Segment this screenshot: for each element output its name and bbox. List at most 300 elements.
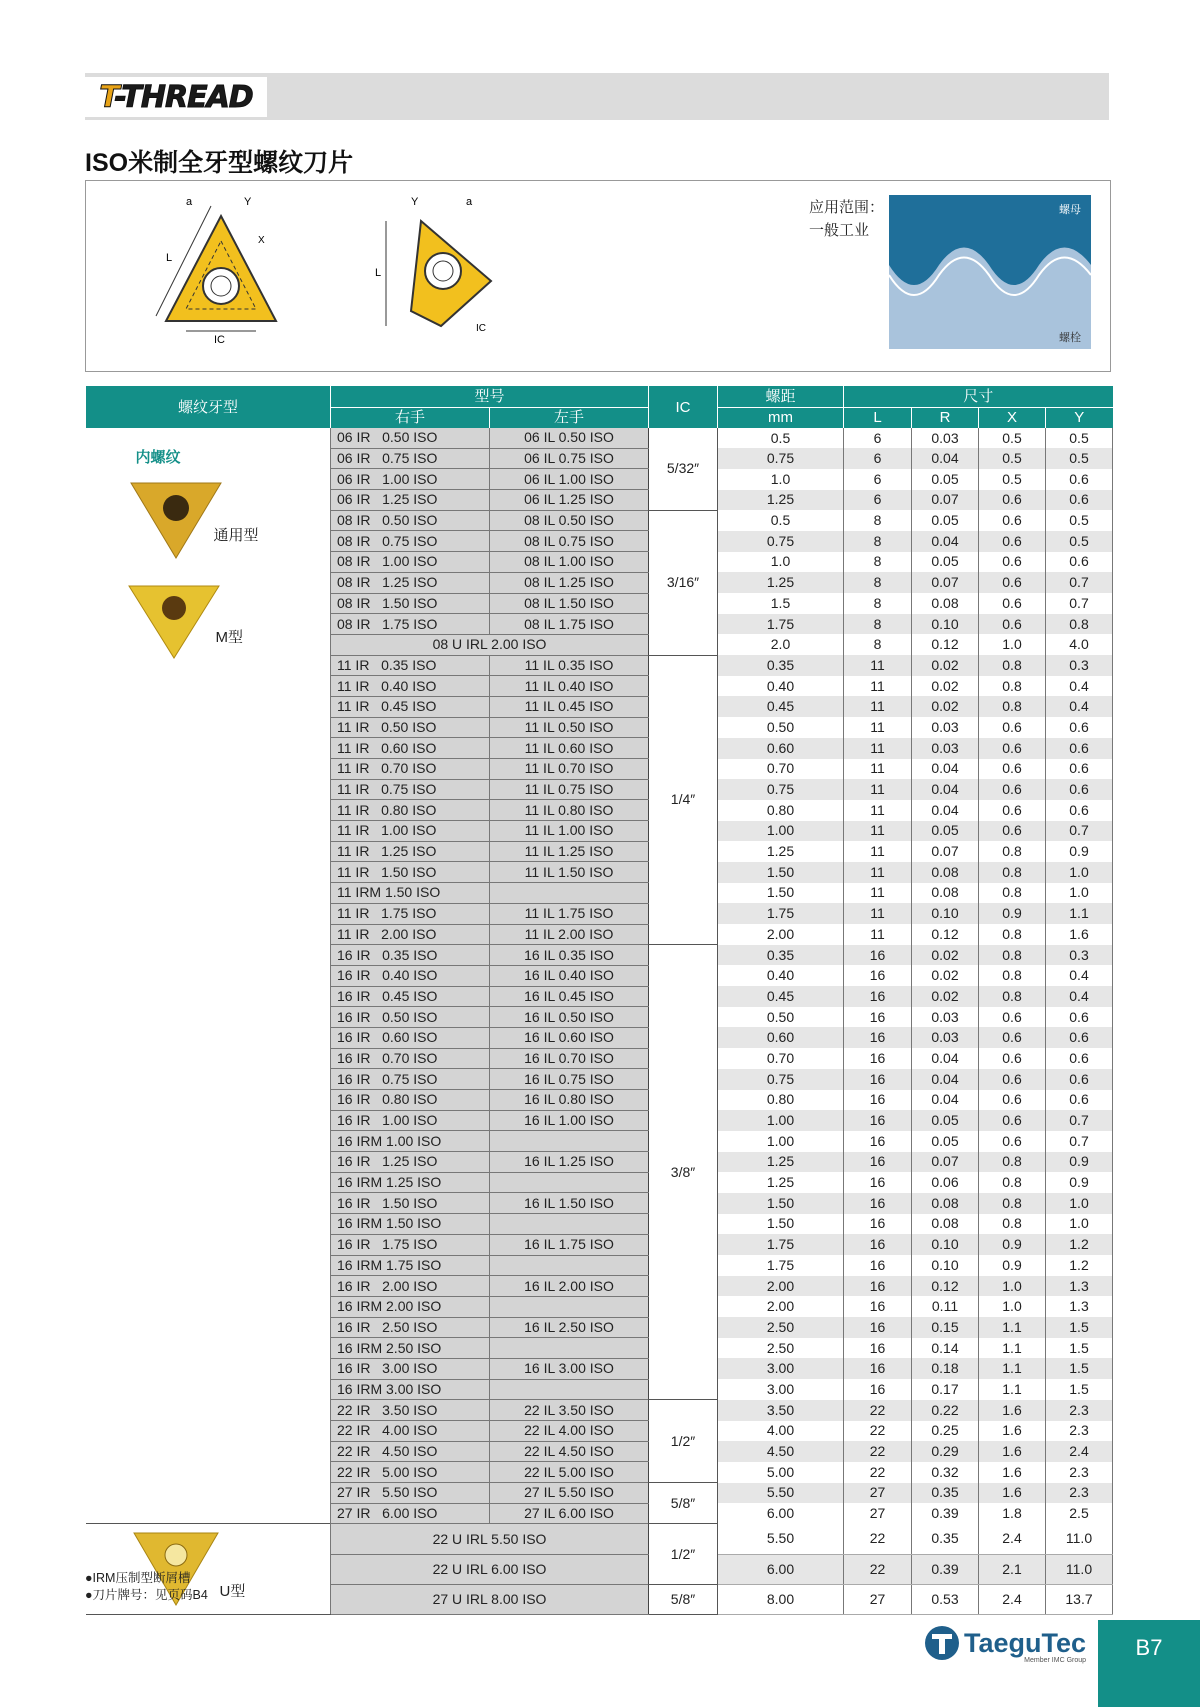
model-right-hand: 08 IR 0.50 ISO (331, 510, 490, 531)
value-Y: 11.0 (1046, 1524, 1113, 1554)
value-R: 0.07 (912, 572, 979, 593)
value-pitch: 1.25 (718, 1172, 844, 1193)
model-left-hand (490, 1255, 649, 1276)
value-Y: 0.6 (1046, 717, 1113, 738)
value-R: 0.02 (912, 986, 979, 1007)
value-X: 0.6 (979, 1131, 1046, 1152)
thread-profile-image (889, 195, 1091, 349)
value-X: 1.1 (979, 1358, 1046, 1379)
variant-m-label: M型 (215, 629, 243, 646)
model-left-hand: 16 IL 0.70 ISO (490, 1048, 649, 1069)
value-pitch: 1.50 (718, 1214, 844, 1235)
value-L: 8 (844, 572, 912, 593)
model-left-hand: 11 IL 1.00 ISO (490, 821, 649, 842)
value-R: 0.05 (912, 552, 979, 573)
value-X: 0.8 (979, 965, 1046, 986)
value-X: 0.8 (979, 1152, 1046, 1173)
value-Y: 0.6 (1046, 1090, 1113, 1111)
value-pitch: 0.80 (718, 800, 844, 821)
table-row (86, 428, 1113, 448)
value-R: 0.07 (912, 490, 979, 511)
value-R: 0.02 (912, 945, 979, 966)
model-right-hand: 11 IRM 1.50 ISO (331, 883, 490, 904)
model-right-hand: 16 IR 0.45 ISO (331, 986, 490, 1007)
value-L: 11 (844, 924, 912, 945)
value-R: 0.12 (912, 924, 979, 945)
value-pitch: 0.75 (718, 448, 844, 469)
value-L: 16 (844, 1214, 912, 1235)
value-L: 16 (844, 1172, 912, 1193)
value-L: 6 (844, 490, 912, 511)
model-left-hand: 11 IL 1.75 ISO (490, 903, 649, 924)
value-R: 0.03 (912, 1007, 979, 1028)
value-Y: 1.0 (1046, 883, 1113, 904)
model-left-hand: 06 IL 0.75 ISO (490, 448, 649, 469)
ic-size: 3/8″ (649, 945, 718, 1400)
value-Y: 4.0 (1046, 634, 1113, 655)
value-L: 16 (844, 1379, 912, 1400)
value-L: 16 (844, 1193, 912, 1214)
model-left-hand: 08 IL 1.00 ISO (490, 552, 649, 573)
model-right-hand: 06 IR 0.75 ISO (331, 448, 490, 469)
value-X: 0.5 (979, 428, 1046, 448)
model-left-hand: 16 IL 0.75 ISO (490, 1069, 649, 1090)
value-Y: 0.6 (1046, 469, 1113, 490)
value-X: 0.6 (979, 1048, 1046, 1069)
value-Y: 1.3 (1046, 1296, 1113, 1317)
value-L: 27 (844, 1483, 912, 1504)
model-right-hand: 22 IR 4.00 ISO (331, 1421, 490, 1442)
value-X: 0.5 (979, 469, 1046, 490)
value-L: 16 (844, 1234, 912, 1255)
value-X: 1.8 (979, 1503, 1046, 1524)
value-pitch: 0.5 (718, 510, 844, 531)
value-L: 16 (844, 1131, 912, 1152)
value-R: 0.29 (912, 1441, 979, 1462)
model-right-hand: 06 IR 1.00 ISO (331, 469, 490, 490)
ic-size: 5/8″ (649, 1483, 718, 1524)
insert-diagram-left-icon (146, 191, 296, 351)
value-R: 0.35 (912, 1483, 979, 1504)
ic-size: 1/2″ (649, 1524, 718, 1585)
value-Y: 2.3 (1046, 1483, 1113, 1504)
value-pitch: 1.50 (718, 883, 844, 904)
value-X: 0.8 (979, 1172, 1046, 1193)
value-L: 16 (844, 1110, 912, 1131)
value-R: 0.08 (912, 1214, 979, 1235)
value-pitch: 1.50 (718, 862, 844, 883)
value-Y: 0.6 (1046, 738, 1113, 759)
value-Y: 1.5 (1046, 1379, 1113, 1400)
value-Y: 0.6 (1046, 779, 1113, 800)
value-pitch: 2.50 (718, 1338, 844, 1359)
model-right-hand: 11 IR 0.45 ISO (331, 696, 490, 717)
value-pitch: 2.00 (718, 924, 844, 945)
value-R: 0.05 (912, 469, 979, 490)
value-Y: 0.6 (1046, 490, 1113, 511)
value-Y: 13.7 (1046, 1585, 1113, 1615)
value-Y: 0.7 (1046, 572, 1113, 593)
col-right-hand: 右手 (331, 407, 490, 428)
value-X: 0.6 (979, 572, 1046, 593)
model-right-hand: 16 IRM 1.00 ISO (331, 1131, 490, 1152)
value-Y: 0.7 (1046, 1131, 1113, 1152)
value-pitch: 0.60 (718, 1027, 844, 1048)
value-pitch: 0.70 (718, 759, 844, 780)
value-X: 1.6 (979, 1400, 1046, 1421)
value-pitch: 5.50 (718, 1524, 844, 1554)
model-right-hand: 16 IR 0.40 ISO (331, 965, 490, 986)
value-R: 0.15 (912, 1317, 979, 1338)
value-pitch: 1.50 (718, 1193, 844, 1214)
value-L: 22 (844, 1462, 912, 1483)
value-L: 8 (844, 531, 912, 552)
value-X: 0.8 (979, 945, 1046, 966)
model-right-hand: 27 IR 6.00 ISO (331, 1503, 490, 1524)
value-X: 0.6 (979, 1110, 1046, 1131)
value-X: 1.0 (979, 1296, 1046, 1317)
value-X: 0.6 (979, 800, 1046, 821)
value-R: 0.10 (912, 1255, 979, 1276)
model-left-hand: 16 IL 1.25 ISO (490, 1152, 649, 1173)
value-R: 0.04 (912, 800, 979, 821)
model-left-hand (490, 1296, 649, 1317)
value-pitch: 1.5 (718, 593, 844, 614)
value-Y: 0.9 (1046, 1152, 1113, 1173)
model-left-hand: 11 IL 1.50 ISO (490, 862, 649, 883)
model-right-hand: 16 IR 2.00 ISO (331, 1276, 490, 1297)
value-X: 2.4 (979, 1524, 1046, 1554)
value-L: 22 (844, 1441, 912, 1462)
value-X: 0.6 (979, 614, 1046, 635)
value-R: 0.18 (912, 1358, 979, 1379)
value-pitch: 2.50 (718, 1317, 844, 1338)
insert-spec-table (85, 386, 1113, 1615)
model-left-hand: 11 IL 0.70 ISO (490, 759, 649, 780)
value-L: 16 (844, 1317, 912, 1338)
application-value: 一般工业 (809, 222, 870, 239)
value-X: 0.6 (979, 1069, 1046, 1090)
model-left-hand: 16 IL 1.75 ISO (490, 1234, 649, 1255)
col-left-hand: 左手 (490, 407, 649, 428)
value-pitch: 1.75 (718, 903, 844, 924)
value-pitch: 8.00 (718, 1585, 844, 1615)
value-L: 11 (844, 759, 912, 780)
value-Y: 11.0 (1046, 1554, 1113, 1584)
value-L: 8 (844, 510, 912, 531)
model-left-hand (490, 883, 649, 904)
value-Y: 0.7 (1046, 1110, 1113, 1131)
value-Y: 0.6 (1046, 1027, 1113, 1048)
value-X: 0.6 (979, 821, 1046, 842)
value-pitch: 0.75 (718, 779, 844, 800)
value-X: 0.6 (979, 738, 1046, 759)
value-Y: 0.6 (1046, 759, 1113, 780)
value-R: 0.03 (912, 428, 979, 448)
value-X: 0.6 (979, 552, 1046, 573)
value-R: 0.04 (912, 1069, 979, 1090)
model-left-hand: 11 IL 0.60 ISO (490, 738, 649, 759)
value-R: 0.08 (912, 593, 979, 614)
model-right-hand: 16 IR 1.00 ISO (331, 1110, 490, 1131)
value-R: 0.04 (912, 531, 979, 552)
t-thread-logo: T-THREAD (85, 77, 267, 117)
value-L: 8 (844, 634, 912, 655)
model-left-hand: 16 IL 0.50 ISO (490, 1007, 649, 1028)
value-X: 0.9 (979, 1255, 1046, 1276)
value-X: 0.8 (979, 1214, 1046, 1235)
value-Y: 0.4 (1046, 986, 1113, 1007)
value-L: 16 (844, 1338, 912, 1359)
value-L: 22 (844, 1400, 912, 1421)
value-R: 0.02 (912, 655, 979, 676)
value-Y: 0.6 (1046, 1007, 1113, 1028)
value-L: 6 (844, 448, 912, 469)
col-Y: Y (1046, 407, 1113, 428)
application-title: 应用范围： (809, 199, 885, 216)
model-left-hand: 27 IL 5.50 ISO (490, 1483, 649, 1504)
model-right-hand: 11 IR 0.70 ISO (331, 759, 490, 780)
thread-type-internal (86, 428, 331, 1524)
model-right-hand: 16 IR 0.70 ISO (331, 1048, 490, 1069)
model-left-hand: 16 IL 0.40 ISO (490, 965, 649, 986)
value-X: 0.6 (979, 717, 1046, 738)
model-left-hand: 08 IL 1.75 ISO (490, 614, 649, 635)
value-Y: 1.5 (1046, 1317, 1113, 1338)
taegutec-emblem-icon (924, 1625, 960, 1661)
value-pitch: 2.0 (718, 634, 844, 655)
application-label (809, 196, 884, 242)
col-X: X (979, 407, 1046, 428)
value-X: 0.9 (979, 903, 1046, 924)
model-left-hand: 08 IL 1.50 ISO (490, 593, 649, 614)
value-X: 1.6 (979, 1421, 1046, 1442)
model-right-hand: 16 IRM 1.25 ISO (331, 1172, 490, 1193)
value-Y: 0.3 (1046, 945, 1113, 966)
value-L: 27 (844, 1503, 912, 1524)
value-Y: 1.2 (1046, 1255, 1113, 1276)
variant-general-label: 通用型 (213, 527, 259, 544)
value-pitch: 4.50 (718, 1441, 844, 1462)
value-pitch: 2.00 (718, 1296, 844, 1317)
model-left-hand: 16 IL 0.45 ISO (490, 986, 649, 1007)
model-left-hand: 11 IL 1.25 ISO (490, 841, 649, 862)
value-Y: 0.8 (1046, 614, 1113, 635)
value-pitch: 1.0 (718, 552, 844, 573)
model-right-hand: 16 IR 1.50 ISO (331, 1193, 490, 1214)
value-pitch: 3.00 (718, 1358, 844, 1379)
model-merged: 22 U IRL 5.50 ISO (331, 1524, 649, 1554)
insert-general-image (126, 473, 226, 563)
model-left-hand: 16 IL 0.35 ISO (490, 945, 649, 966)
value-L: 11 (844, 676, 912, 697)
value-X: 0.6 (979, 510, 1046, 531)
model-right-hand: 11 IR 0.40 ISO (331, 676, 490, 697)
value-L: 11 (844, 655, 912, 676)
value-pitch: 0.40 (718, 965, 844, 986)
value-R: 0.39 (912, 1554, 979, 1584)
value-pitch: 1.25 (718, 841, 844, 862)
model-right-hand: 22 IR 3.50 ISO (331, 1400, 490, 1421)
model-merged: 08 U IRL 2.00 ISO (331, 634, 649, 655)
value-X: 0.6 (979, 593, 1046, 614)
value-L: 6 (844, 428, 912, 448)
model-right-hand: 11 IR 1.50 ISO (331, 862, 490, 883)
model-left-hand: 22 IL 5.00 ISO (490, 1462, 649, 1483)
value-Y: 0.4 (1046, 696, 1113, 717)
model-right-hand: 16 IR 0.75 ISO (331, 1069, 490, 1090)
value-X: 0.8 (979, 1193, 1046, 1214)
model-right-hand: 11 IR 0.80 ISO (331, 800, 490, 821)
model-left-hand: 16 IL 0.80 ISO (490, 1090, 649, 1111)
model-left-hand: 06 IL 1.25 ISO (490, 490, 649, 511)
model-left-hand: 08 IL 1.25 ISO (490, 572, 649, 593)
section-internal-label: 内螺纹 (135, 449, 181, 466)
value-R: 0.12 (912, 634, 979, 655)
model-right-hand: 22 IR 5.00 ISO (331, 1462, 490, 1483)
value-X: 0.6 (979, 1007, 1046, 1028)
value-pitch: 3.00 (718, 1379, 844, 1400)
value-X: 0.8 (979, 841, 1046, 862)
value-pitch: 0.70 (718, 1048, 844, 1069)
value-L: 11 (844, 862, 912, 883)
model-left-hand: 16 IL 1.50 ISO (490, 1193, 649, 1214)
col-pitch-unit: mm (718, 407, 844, 428)
model-right-hand: 11 IR 1.00 ISO (331, 821, 490, 842)
model-left-hand: 06 IL 1.00 ISO (490, 469, 649, 490)
value-R: 0.07 (912, 841, 979, 862)
value-pitch: 0.60 (718, 738, 844, 759)
value-R: 0.08 (912, 862, 979, 883)
model-right-hand: 06 IR 1.25 ISO (331, 490, 490, 511)
model-left-hand (490, 1214, 649, 1235)
value-X: 1.0 (979, 634, 1046, 655)
value-L: 11 (844, 903, 912, 924)
value-X: 0.6 (979, 779, 1046, 800)
value-pitch: 0.80 (718, 1090, 844, 1111)
model-left-hand: 22 IL 4.50 ISO (490, 1441, 649, 1462)
model-right-hand: 16 IR 0.80 ISO (331, 1090, 490, 1111)
value-R: 0.05 (912, 510, 979, 531)
value-Y: 0.4 (1046, 676, 1113, 697)
value-pitch: 0.75 (718, 531, 844, 552)
model-right-hand: 11 IR 0.35 ISO (331, 655, 490, 676)
value-X: 0.8 (979, 986, 1046, 1007)
value-Y: 2.3 (1046, 1462, 1113, 1483)
value-pitch: 1.75 (718, 1255, 844, 1276)
page-title: ISO米制全牙型螺纹刀片 (85, 149, 354, 177)
model-left-hand: 16 IL 3.00 ISO (490, 1358, 649, 1379)
value-L: 11 (844, 779, 912, 800)
value-Y: 0.6 (1046, 1048, 1113, 1069)
value-R: 0.11 (912, 1296, 979, 1317)
model-left-hand (490, 1172, 649, 1193)
taegutec-logo (924, 1625, 1087, 1664)
model-left-hand: 11 IL 0.75 ISO (490, 779, 649, 800)
model-left-hand: 11 IL 0.45 ISO (490, 696, 649, 717)
value-L: 16 (844, 1276, 912, 1297)
insert-diagram-right-icon (371, 191, 511, 351)
value-R: 0.08 (912, 883, 979, 904)
value-L: 11 (844, 883, 912, 904)
value-pitch: 0.50 (718, 1007, 844, 1028)
value-Y: 1.6 (1046, 924, 1113, 945)
value-R: 0.07 (912, 1152, 979, 1173)
model-left-hand: 16 IL 2.00 ISO (490, 1276, 649, 1297)
model-left-hand (490, 1379, 649, 1400)
model-left-hand: 11 IL 0.35 ISO (490, 655, 649, 676)
model-right-hand: 11 IR 0.75 ISO (331, 779, 490, 800)
model-merged: 22 U IRL 6.00 ISO (331, 1554, 649, 1584)
value-Y: 1.0 (1046, 862, 1113, 883)
model-right-hand: 16 IR 1.75 ISO (331, 1234, 490, 1255)
model-right-hand: 11 IR 0.60 ISO (331, 738, 490, 759)
col-pitch: 螺距 (718, 386, 844, 407)
model-right-hand: 16 IR 0.50 ISO (331, 1007, 490, 1028)
value-pitch: 0.35 (718, 655, 844, 676)
ic-size: 5/32″ (649, 428, 718, 510)
model-right-hand: 16 IRM 1.50 ISO (331, 1214, 490, 1235)
svg-text:a: a (186, 196, 193, 208)
value-R: 0.53 (912, 1585, 979, 1615)
svg-text:IC: IC (476, 323, 486, 334)
nut-label: 螺母 (1059, 204, 1081, 216)
svg-text:X: X (258, 235, 265, 246)
value-X: 0.8 (979, 924, 1046, 945)
col-L: L (844, 407, 912, 428)
value-Y: 0.7 (1046, 821, 1113, 842)
value-pitch: 0.45 (718, 986, 844, 1007)
value-pitch: 5.50 (718, 1483, 844, 1504)
value-R: 0.10 (912, 614, 979, 635)
value-L: 16 (844, 1296, 912, 1317)
model-right-hand: 08 IR 1.00 ISO (331, 552, 490, 573)
value-L: 16 (844, 1152, 912, 1173)
insert-m-image (124, 578, 224, 663)
ic-size: 3/16″ (649, 510, 718, 655)
value-Y: 1.5 (1046, 1358, 1113, 1379)
value-R: 0.03 (912, 717, 979, 738)
value-L: 16 (844, 945, 912, 966)
svg-text:Y: Y (411, 196, 419, 208)
value-L: 16 (844, 986, 912, 1007)
value-R: 0.17 (912, 1379, 979, 1400)
value-pitch: 0.50 (718, 717, 844, 738)
value-pitch: 4.00 (718, 1421, 844, 1442)
value-X: 2.1 (979, 1554, 1046, 1584)
value-Y: 0.9 (1046, 841, 1113, 862)
value-Y: 0.6 (1046, 1069, 1113, 1090)
model-left-hand: 22 IL 3.50 ISO (490, 1400, 649, 1421)
model-right-hand: 16 IRM 2.00 ISO (331, 1296, 490, 1317)
value-X: 0.6 (979, 1090, 1046, 1111)
value-Y: 0.4 (1046, 965, 1113, 986)
value-X: 1.1 (979, 1379, 1046, 1400)
value-pitch: 1.25 (718, 490, 844, 511)
model-left-hand (490, 1338, 649, 1359)
model-right-hand: 16 IR 3.00 ISO (331, 1358, 490, 1379)
value-L: 8 (844, 552, 912, 573)
value-X: 2.4 (979, 1585, 1046, 1615)
svg-text:IC: IC (214, 334, 225, 346)
value-L: 11 (844, 717, 912, 738)
value-R: 0.14 (912, 1338, 979, 1359)
value-R: 0.04 (912, 448, 979, 469)
svg-text:L: L (166, 252, 173, 264)
value-R: 0.03 (912, 1027, 979, 1048)
value-Y: 1.2 (1046, 1234, 1113, 1255)
ic-size: 1/2″ (649, 1400, 718, 1483)
